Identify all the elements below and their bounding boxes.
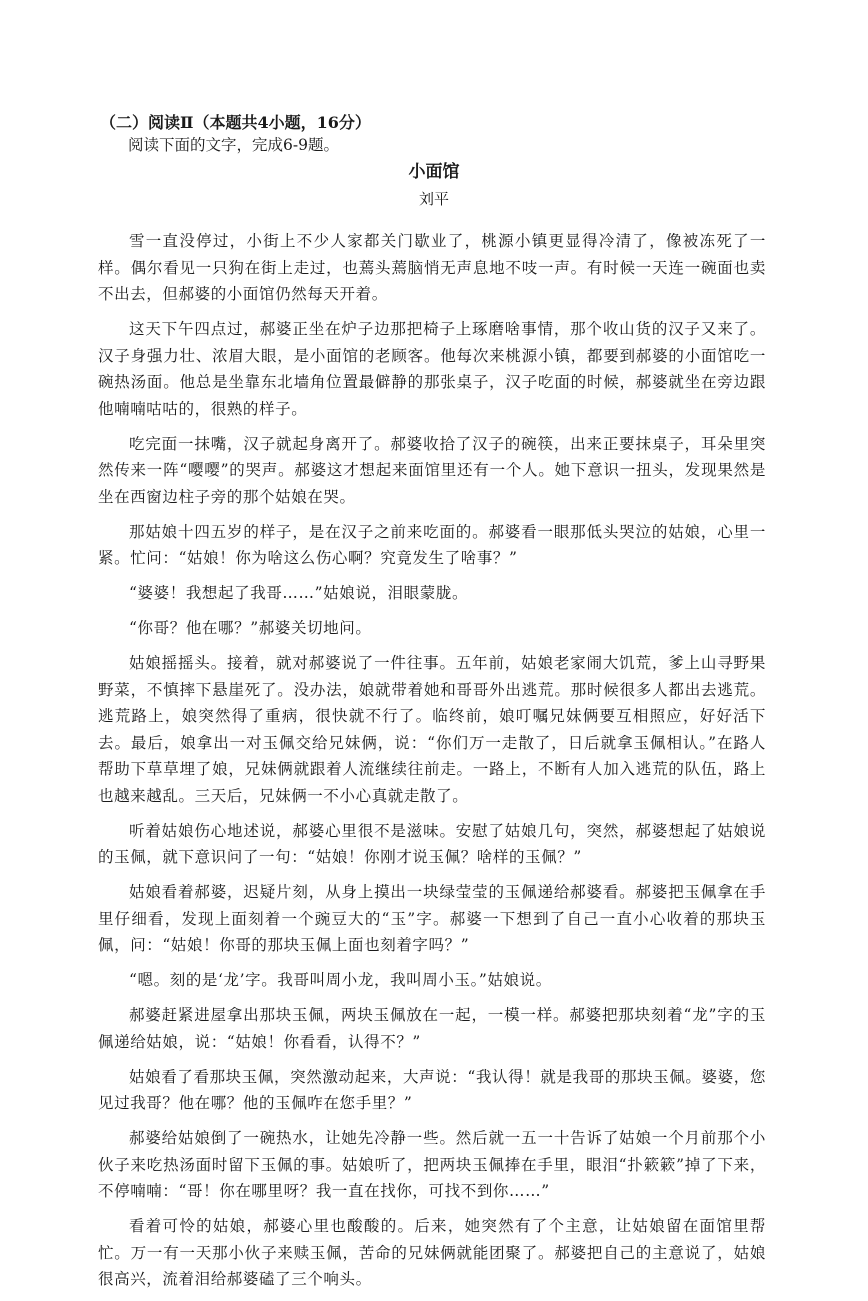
paragraph: “嗯。刻的是‘龙’字。我哥叫周小龙，我叫周小玉。”姑娘说。: [129, 971, 552, 989]
article-body: [98, 228, 766, 1301]
section-header: （二）阅读Ⅱ（本题共4小题，16分）: [100, 113, 371, 132]
paragraph: 雪一直没停过，小街上不少人家都关门歇业了，桃源小镇更显得冷清了，像被冻死了一样。偶尔看见一只狗在街上走过，也蔫头蔫脑悄无声息地不吱一声。有时候一天连一碗面也卖不出去，但郝婆的小面馆仍然每天开着。: [98, 232, 766, 303]
paragraph: 姑娘摇摇头。接着，就对郝婆说了一件往事。五年前，姑娘老家闹大饥荒，爹上山寻野果野菜，不慎摔下悬崖死了。没办法，娘就带着她和哥哥外出逃荒。那时候很多人都出去逃荒。逃荒路上，娘突然得了重病，很快就不行了。临终前，娘叮嘱兄妹俩要互相照应，好好活下去。最后，娘拿出一对玉佩交给兄妹俩，说：“你们万一走散了，日后就拿玉佩相认。”在路人帮助下草草埋了娘，兄妹俩就跟着人流继续往前走。一路上，不断有人加入逃荒的队伍，路上也越来越乱。三天后，兄妹俩一不小心真就走散了。: [98, 654, 766, 805]
paragraph: 吃完面一抹嘴，汉子就起身离开了。郝婆收拾了汉子的碗筷，出来正要抹桌子，耳朵里突然传来一阵“嘤嘤”的哭声。郝婆这才想起来面馆里还有一个人。她下意识一扭头，发现果然是坐在西窗边柱子旁的那个姑娘在哭。: [98, 434, 766, 506]
article-author: 刘平: [418, 190, 449, 208]
paragraph: 郝婆赶紧进屋拿出那块玉佩，两块玉佩放在一起，一模一样。郝婆把那块刻着“龙”字的玉佩递给姑娘，说：“姑娘！你看看，认得不？”: [98, 1006, 766, 1051]
article-title: 小面馆: [408, 162, 460, 182]
paragraph: “婆婆！我想起了我哥……”姑娘说，泪眼蒙胧。: [129, 584, 469, 602]
paragraph: 姑娘看了看那块玉佩，突然激动起来，大声说：“我认得！就是我哥的那块玉佩。婆婆，您见过我哥？他在哪？他的玉佩咋在您手里？”: [98, 1067, 766, 1112]
reading-instruction: 阅读下面的文字，完成6-9题。: [128, 136, 339, 154]
paragraph: 姑娘看着郝婆，迟疑片刻，从身上摸出一块绿莹莹的玉佩递给郝婆看。郝婆把玉佩拿在手里仔细看，发现上面刻着一个豌豆大的“玉”字。郝婆一下想到了自己一直小心收着的那块玉佩，问：“姑娘！你哥的那块玉佩上面也刻着字吗？”: [98, 883, 766, 954]
paragraph: 看着可怜的姑娘，郝婆心里也酸酸的。后来，她突然有了个主意，让姑娘留在面馆里帮忙。万一有一天那小伙子来赎玉佩，苦命的兄妹俩就能团聚了。郝婆把自己的主意说了，姑娘很高兴，流着泪给郝婆磕了三个响头。: [98, 1217, 766, 1288]
paragraph: “你哥？他在哪？”郝婆关切地问。: [129, 619, 372, 637]
paragraph: 郝婆给姑娘倒了一碗热水，让她先冷静一些。然后就一五一十告诉了姑娘一个月前那个小伙子来吃热汤面时留下玉佩的事。姑娘听了，把两块玉佩捧在手里，眼泪“扑簌簌”掉了下来，不停喃喃：“哥！你在哪里呀？我一直在找你，可找不到你……”: [98, 1129, 766, 1200]
paragraph: 这天下午四点过，郝婆正坐在炉子边那把椅子上琢磨啥事情，那个收山货的汉子又来了。汉子身强力壮、浓眉大眼，是小面馆的老顾客。他每次来桃源小镇，都要到郝婆的小面馆吃一碗热汤面。他总是坐靠东北墙角位置最僻静的那张桌子，汉子吃面的时候，郝婆就坐在旁边跟他喃喃咕咕的，很熟的样子。: [98, 320, 766, 418]
paragraph: 听着姑娘伤心地述说，郝婆心里很不是滋味。安慰了姑娘几句，突然，郝婆想起了姑娘说的玉佩，就下意识问了一句：“姑娘！你刚才说玉佩？啥样的玉佩？”: [98, 821, 766, 866]
paragraph: 那姑娘十四五岁的样子，是在汉子之前来吃面的。郝婆看一眼那低头哭泣的姑娘，心里一紧。忙问：“姑娘！你为啥这么伤心啊？究竟发生了啥事？”: [98, 522, 766, 567]
